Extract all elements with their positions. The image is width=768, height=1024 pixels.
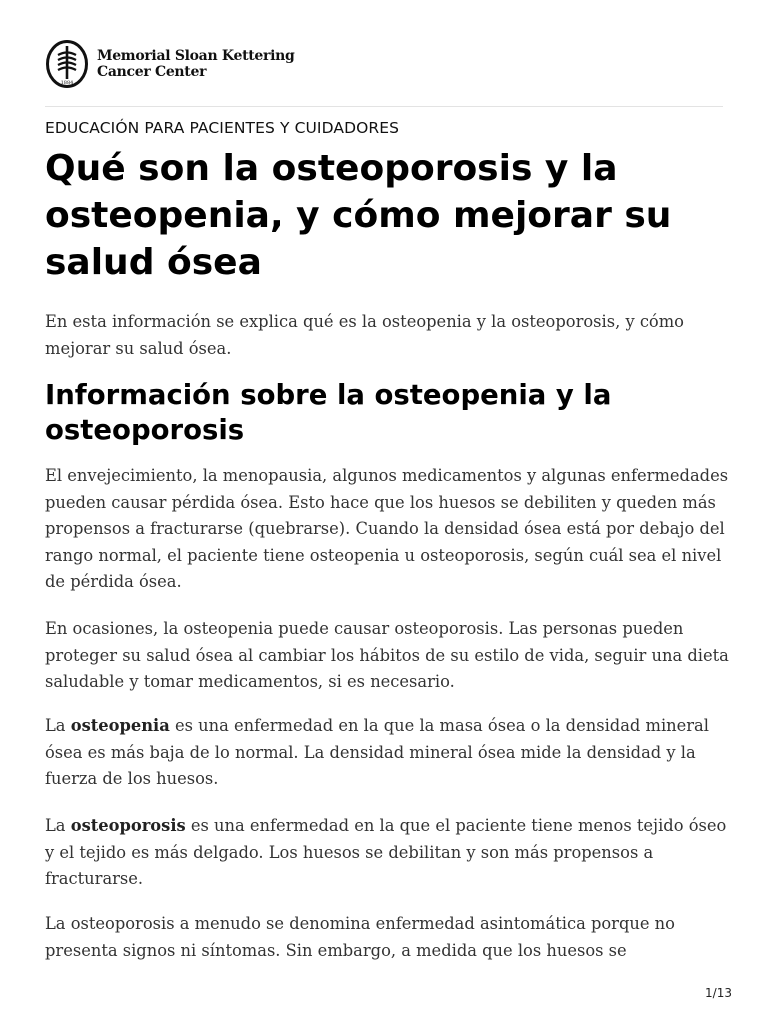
header (45, 38, 294, 90)
logo-wordmark (97, 48, 294, 80)
term-osteopenia: osteopenia (70, 716, 170, 735)
category-label: EDUCACIÓN PARA PACIENTES Y CUIDADORES (45, 119, 400, 137)
paragraph-5: La osteoporosis a menudo se denomina enfermedad asintomática porque no presenta signos ni síntomas. Sin embargo, a medida que los huesos se (45, 914, 675, 960)
header-divider (45, 106, 723, 107)
logo-year: 1884 (60, 80, 74, 86)
paragraph-3-prefix: La (45, 716, 71, 735)
intro-paragraph: En esta información se explica qué es la osteopenia y la osteoporosis, y cómo mejorar su salud ósea. (45, 312, 684, 358)
paragraph-1: El envejecimiento, la menopausia, algunos medicamentos y algunas enfermedades pueden causar pérdida ósea. Esto hace que los huesos se debiliten y queden más propensos a fracturarse (quebrarse). Cuando la densidad ósea está por debajo del rango normal, el paciente tiene osteopenia u osteoporosis, según cuál sea el nivel de pérdida ósea. (45, 466, 729, 591)
page-title: Qué son la osteoporosis y la osteopenia, y cómo mejorar su salud ósea (45, 148, 672, 283)
paragraph-3 (45, 713, 735, 793)
term-osteoporosis: osteoporosis (70, 816, 186, 835)
paragraph-4-prefix: La (45, 816, 71, 835)
msk-logo-icon (45, 39, 89, 89)
paragraph-4-rest: es una enfermedad en la que el paciente tiene menos tejido óseo y el tejido es más delgado. Los huesos se debilitan y son más propensos a fracturarse. (45, 816, 727, 888)
logo-line-2: Cancer Center (97, 64, 207, 80)
paragraph-3-rest: es una enfermedad en la que la masa ósea o la densidad mineral ósea es más baja de lo normal. La densidad mineral ósea mide la densidad y la fuerza de los huesos. (45, 716, 709, 788)
section-heading: Información sobre la osteopenia y la osteoporosis (45, 379, 612, 446)
paragraph-4 (45, 813, 735, 893)
logo-line-1: Memorial Sloan Kettering (97, 48, 295, 64)
paragraph-2: En ocasiones, la osteopenia puede causar osteoporosis. Las personas pueden proteger su salud ósea al cambiar los hábitos de su estilo de vida, seguir una dieta saludable y tomar medicamentos, si es necesario. (45, 619, 729, 691)
page-indicator: 1/13 (705, 986, 732, 1000)
